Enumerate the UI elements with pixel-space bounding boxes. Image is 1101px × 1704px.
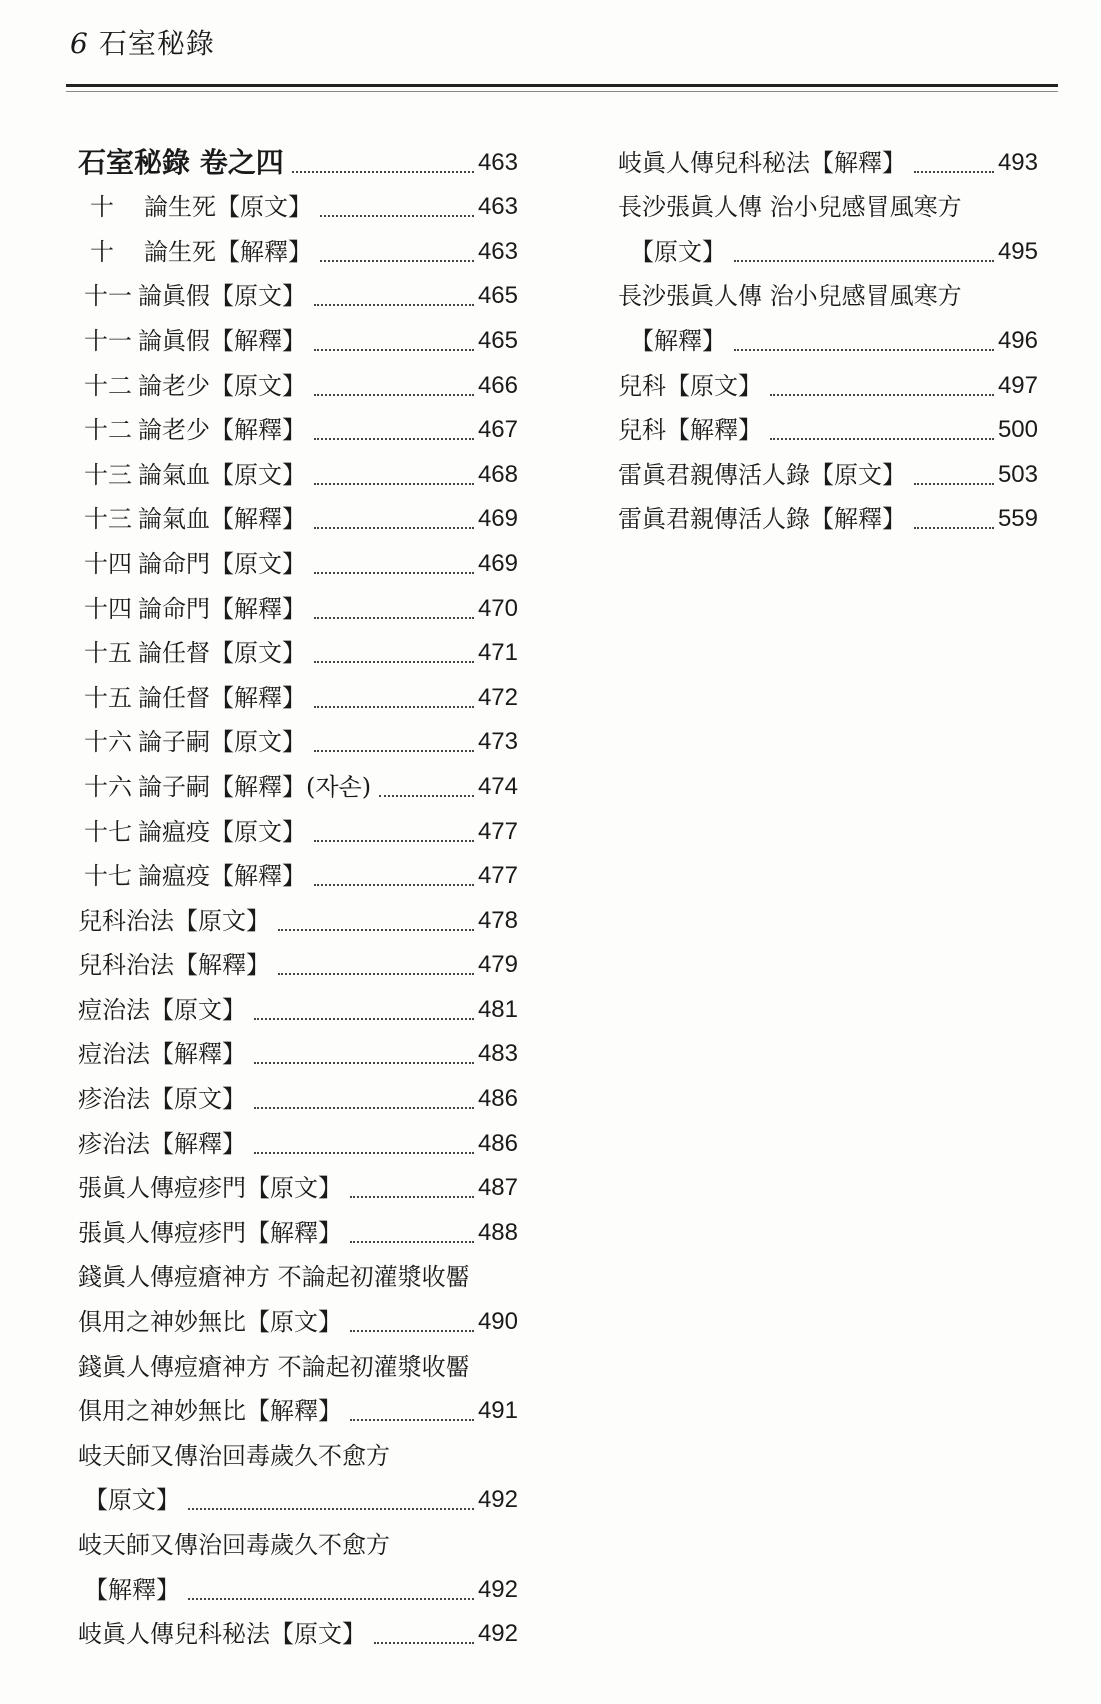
entry-title: 論子嗣【原文】 bbox=[138, 728, 306, 757]
entry-title: 疹治法【原文】 bbox=[78, 1085, 246, 1114]
entry-page-number: 492 bbox=[477, 1620, 518, 1648]
entry-title: 論瘟疫【解釋】 bbox=[138, 862, 306, 891]
entry-page-number: 491 bbox=[477, 1397, 518, 1425]
page-number: 6 bbox=[70, 27, 89, 60]
toc-entry bbox=[78, 898, 518, 943]
entry-page-number: 473 bbox=[477, 728, 518, 756]
entry-title: 張眞人傳痘疹門【原文】 bbox=[78, 1174, 342, 1203]
entry-page-number: 463 bbox=[477, 148, 518, 176]
toc-entry bbox=[78, 1255, 518, 1300]
dot-leader bbox=[314, 394, 474, 396]
entry-title: 【解釋】 bbox=[84, 1575, 180, 1604]
toc-entry bbox=[78, 497, 518, 542]
entry-title: 論氣血【解釋】 bbox=[138, 505, 306, 534]
toc-entry bbox=[78, 541, 518, 586]
dot-leader bbox=[350, 1330, 474, 1332]
dot-leader bbox=[320, 260, 474, 262]
toc-entry bbox=[78, 229, 518, 274]
entry-page-number: 495 bbox=[997, 237, 1038, 265]
dot-leader bbox=[314, 572, 474, 574]
entry-page-number: 467 bbox=[477, 416, 518, 444]
dot-leader bbox=[374, 1642, 474, 1644]
entry-page-number: 465 bbox=[477, 282, 518, 310]
entry-page-number: 463 bbox=[477, 237, 518, 265]
dot-leader bbox=[379, 795, 474, 797]
entry-title: 張眞人傳痘疹門【解釋】 bbox=[78, 1218, 342, 1247]
dot-leader bbox=[734, 349, 994, 351]
toc-entry bbox=[618, 318, 1038, 363]
entry-number: 十七 bbox=[84, 862, 132, 891]
entry-title: 長沙張眞人傳 治小兒感冒風寒方 bbox=[618, 193, 962, 222]
entry-title: 論老少【解釋】 bbox=[138, 416, 306, 445]
toc-entry bbox=[78, 1478, 518, 1523]
entry-number: 十五 bbox=[84, 683, 132, 712]
toc-entry bbox=[78, 318, 518, 363]
entry-page-number: 481 bbox=[477, 995, 518, 1023]
toc-entry bbox=[78, 274, 518, 319]
dot-leader bbox=[350, 1196, 474, 1198]
toc-entry bbox=[78, 1612, 518, 1657]
dot-leader bbox=[314, 527, 474, 529]
dot-leader bbox=[278, 929, 474, 931]
dot-leader bbox=[350, 1241, 474, 1243]
entry-title: 論生死【解釋】 bbox=[144, 237, 312, 266]
book-title: 石室秘錄 bbox=[98, 27, 215, 60]
toc-entry bbox=[78, 943, 518, 988]
toc-entry bbox=[78, 1299, 518, 1344]
toc-entry bbox=[78, 631, 518, 676]
entry-title: 論眞假【解釋】 bbox=[138, 326, 306, 355]
toc-entry bbox=[78, 1344, 518, 1389]
toc-entry bbox=[78, 586, 518, 631]
entry-title: 兒科治法【原文】 bbox=[78, 906, 270, 935]
entry-page-number: 496 bbox=[997, 326, 1038, 354]
dot-leader bbox=[314, 840, 474, 842]
entry-number: 十六 bbox=[84, 772, 132, 801]
entry-number: 十一 bbox=[84, 282, 132, 311]
entry-title: 痘治法【原文】 bbox=[78, 995, 246, 1024]
entry-title: 兒科治法【解釋】 bbox=[78, 951, 270, 980]
header-rule bbox=[66, 84, 1058, 87]
toc-entry bbox=[78, 1121, 518, 1166]
dot-leader bbox=[770, 438, 994, 440]
entry-number: 十二 bbox=[84, 371, 132, 400]
toc-entry bbox=[78, 1389, 518, 1434]
entry-title: 論眞假【原文】 bbox=[138, 282, 306, 311]
entry-page-number: 469 bbox=[477, 505, 518, 533]
toc-entry bbox=[78, 452, 518, 497]
dot-leader bbox=[292, 171, 474, 173]
entry-page-number: 469 bbox=[477, 549, 518, 577]
toc-entry bbox=[618, 408, 1038, 453]
toc-entry bbox=[78, 1522, 518, 1567]
toc-entry bbox=[78, 1032, 518, 1077]
entry-number: 十一 bbox=[84, 326, 132, 355]
entry-page-number: 486 bbox=[477, 1129, 518, 1157]
toc-left-column bbox=[78, 140, 518, 1656]
entry-page-number: 470 bbox=[477, 594, 518, 622]
entry-title: 【解釋】 bbox=[630, 326, 726, 355]
dot-leader bbox=[188, 1598, 474, 1600]
dot-leader bbox=[914, 483, 994, 485]
entry-title: 俱用之神妙無比【原文】 bbox=[78, 1308, 342, 1337]
toc-entry bbox=[78, 1166, 518, 1211]
entry-title: 雷眞君親傳活人錄【解釋】 bbox=[618, 505, 906, 534]
entry-number: 十四 bbox=[84, 549, 132, 578]
entry-title: 論子嗣【解釋】(자손) bbox=[138, 772, 372, 801]
entry-number: 十五 bbox=[84, 639, 132, 668]
entry-title: 岐天師又傳治回毒歲久不愈方 bbox=[78, 1531, 390, 1559]
entry-title: 論生死【原文】 bbox=[144, 193, 312, 222]
entry-number: 十 bbox=[90, 237, 114, 266]
entry-title: 論任督【原文】 bbox=[138, 639, 306, 668]
entry-page-number: 474 bbox=[477, 772, 518, 800]
entry-page-number: 487 bbox=[477, 1174, 518, 1202]
entry-page-number: 500 bbox=[997, 416, 1038, 444]
entry-title: 論氣血【原文】 bbox=[138, 460, 306, 489]
entry-number: 十 bbox=[90, 193, 114, 222]
dot-leader bbox=[314, 483, 474, 485]
toc-entry bbox=[78, 809, 518, 854]
entry-number: 十四 bbox=[84, 594, 132, 623]
toc-entry bbox=[78, 1210, 518, 1255]
entry-title: 兒科【原文】 bbox=[618, 371, 762, 400]
toc-entry bbox=[78, 675, 518, 720]
toc-entry bbox=[618, 185, 1038, 230]
toc-entry bbox=[78, 1567, 518, 1612]
entry-page-number: 478 bbox=[477, 906, 518, 934]
entry-title: 錢眞人傳痘瘡神方 不論起初灌漿收靨 bbox=[78, 1263, 470, 1292]
entry-page-number: 483 bbox=[477, 1040, 518, 1068]
dot-leader bbox=[314, 706, 474, 708]
toc-entry bbox=[78, 140, 518, 185]
toc-entry bbox=[78, 720, 518, 765]
dot-leader bbox=[314, 438, 474, 440]
entry-page-number: 477 bbox=[477, 862, 518, 890]
header-rule-thin bbox=[66, 91, 1058, 92]
entry-number: 十六 bbox=[84, 728, 132, 757]
entry-number: 十二 bbox=[84, 416, 132, 445]
dot-leader bbox=[914, 171, 994, 173]
entry-number: 十三 bbox=[84, 505, 132, 534]
entry-number: 十七 bbox=[84, 817, 132, 846]
dot-leader bbox=[314, 349, 474, 351]
entry-page-number: 463 bbox=[477, 193, 518, 221]
dot-leader bbox=[314, 884, 474, 886]
toc-entry bbox=[78, 987, 518, 1032]
dot-leader bbox=[314, 304, 474, 306]
dot-leader bbox=[914, 527, 994, 529]
entry-page-number: 486 bbox=[477, 1085, 518, 1113]
dot-leader bbox=[254, 1152, 474, 1154]
entry-title: 石室秘錄 卷之四 bbox=[78, 145, 284, 179]
entry-title: 俱用之神妙無比【解釋】 bbox=[78, 1397, 342, 1426]
dot-leader bbox=[350, 1419, 474, 1421]
entry-page-number: 492 bbox=[477, 1486, 518, 1514]
toc-entry bbox=[78, 764, 518, 809]
toc-entry bbox=[618, 140, 1038, 185]
toc-entry bbox=[78, 1076, 518, 1121]
dot-leader bbox=[314, 617, 474, 619]
entry-page-number: 488 bbox=[477, 1218, 518, 1246]
dot-leader bbox=[278, 973, 474, 975]
entry-title: 岐天師又傳治回毒歲久不愈方 bbox=[78, 1441, 390, 1470]
entry-page-number: 503 bbox=[997, 460, 1038, 488]
entry-page-number: 472 bbox=[477, 683, 518, 711]
toc-entry bbox=[78, 1433, 518, 1478]
entry-page-number: 559 bbox=[997, 505, 1038, 533]
entry-page-number: 465 bbox=[477, 326, 518, 354]
entry-title: 論命門【原文】 bbox=[138, 549, 306, 578]
entry-title: 痘治法【解釋】 bbox=[78, 1040, 246, 1069]
entry-title: 疹治法【解釋】 bbox=[78, 1129, 246, 1158]
toc-right-column bbox=[618, 140, 1038, 541]
entry-number: 十三 bbox=[84, 460, 132, 489]
entry-page-number: 466 bbox=[477, 371, 518, 399]
entry-page-number: 471 bbox=[477, 639, 518, 667]
toc-entry bbox=[618, 363, 1038, 408]
dot-leader bbox=[188, 1508, 474, 1510]
running-header bbox=[70, 22, 215, 62]
dot-leader bbox=[314, 750, 474, 752]
entry-page-number: 477 bbox=[477, 817, 518, 845]
dot-leader bbox=[254, 1107, 474, 1109]
entry-title: 錢眞人傳痘瘡神方 不論起初灌漿收靨 bbox=[78, 1352, 470, 1381]
entry-title: 【原文】 bbox=[630, 237, 726, 266]
dot-leader bbox=[770, 394, 994, 396]
entry-title: 長沙張眞人傳 治小兒感冒風寒方 bbox=[618, 282, 962, 311]
dot-leader bbox=[254, 1062, 474, 1064]
entry-title: 岐眞人傳兒科秘法【原文】 bbox=[78, 1620, 366, 1649]
entry-page-number: 497 bbox=[997, 371, 1038, 399]
entry-title: 論任督【解釋】 bbox=[138, 683, 306, 712]
entry-title: 論瘟疫【原文】 bbox=[138, 817, 306, 846]
entry-page-number: 479 bbox=[477, 951, 518, 979]
entry-title: 【原文】 bbox=[84, 1486, 180, 1515]
toc-entry bbox=[618, 229, 1038, 274]
entry-title: 兒科【解釋】 bbox=[618, 416, 762, 445]
dot-leader bbox=[254, 1018, 474, 1020]
entry-title: 雷眞君親傳活人錄【原文】 bbox=[618, 460, 906, 489]
toc-entry bbox=[618, 274, 1038, 319]
dot-leader bbox=[734, 260, 994, 262]
toc-entry bbox=[78, 854, 518, 899]
entry-title: 論老少【原文】 bbox=[138, 371, 306, 400]
toc-entry bbox=[78, 408, 518, 453]
entry-title: 論命門【解釋】 bbox=[138, 594, 306, 623]
entry-page-number: 492 bbox=[477, 1575, 518, 1603]
toc-entry bbox=[78, 363, 518, 408]
entry-page-number: 490 bbox=[477, 1308, 518, 1336]
dot-leader bbox=[320, 215, 474, 217]
toc-entry bbox=[618, 452, 1038, 497]
entry-page-number: 468 bbox=[477, 460, 518, 488]
toc-entry bbox=[78, 185, 518, 230]
entry-page-number: 493 bbox=[997, 148, 1038, 176]
dot-leader bbox=[314, 661, 474, 663]
entry-title: 岐眞人傳兒科秘法【解釋】 bbox=[618, 148, 906, 177]
toc-entry bbox=[618, 497, 1038, 542]
